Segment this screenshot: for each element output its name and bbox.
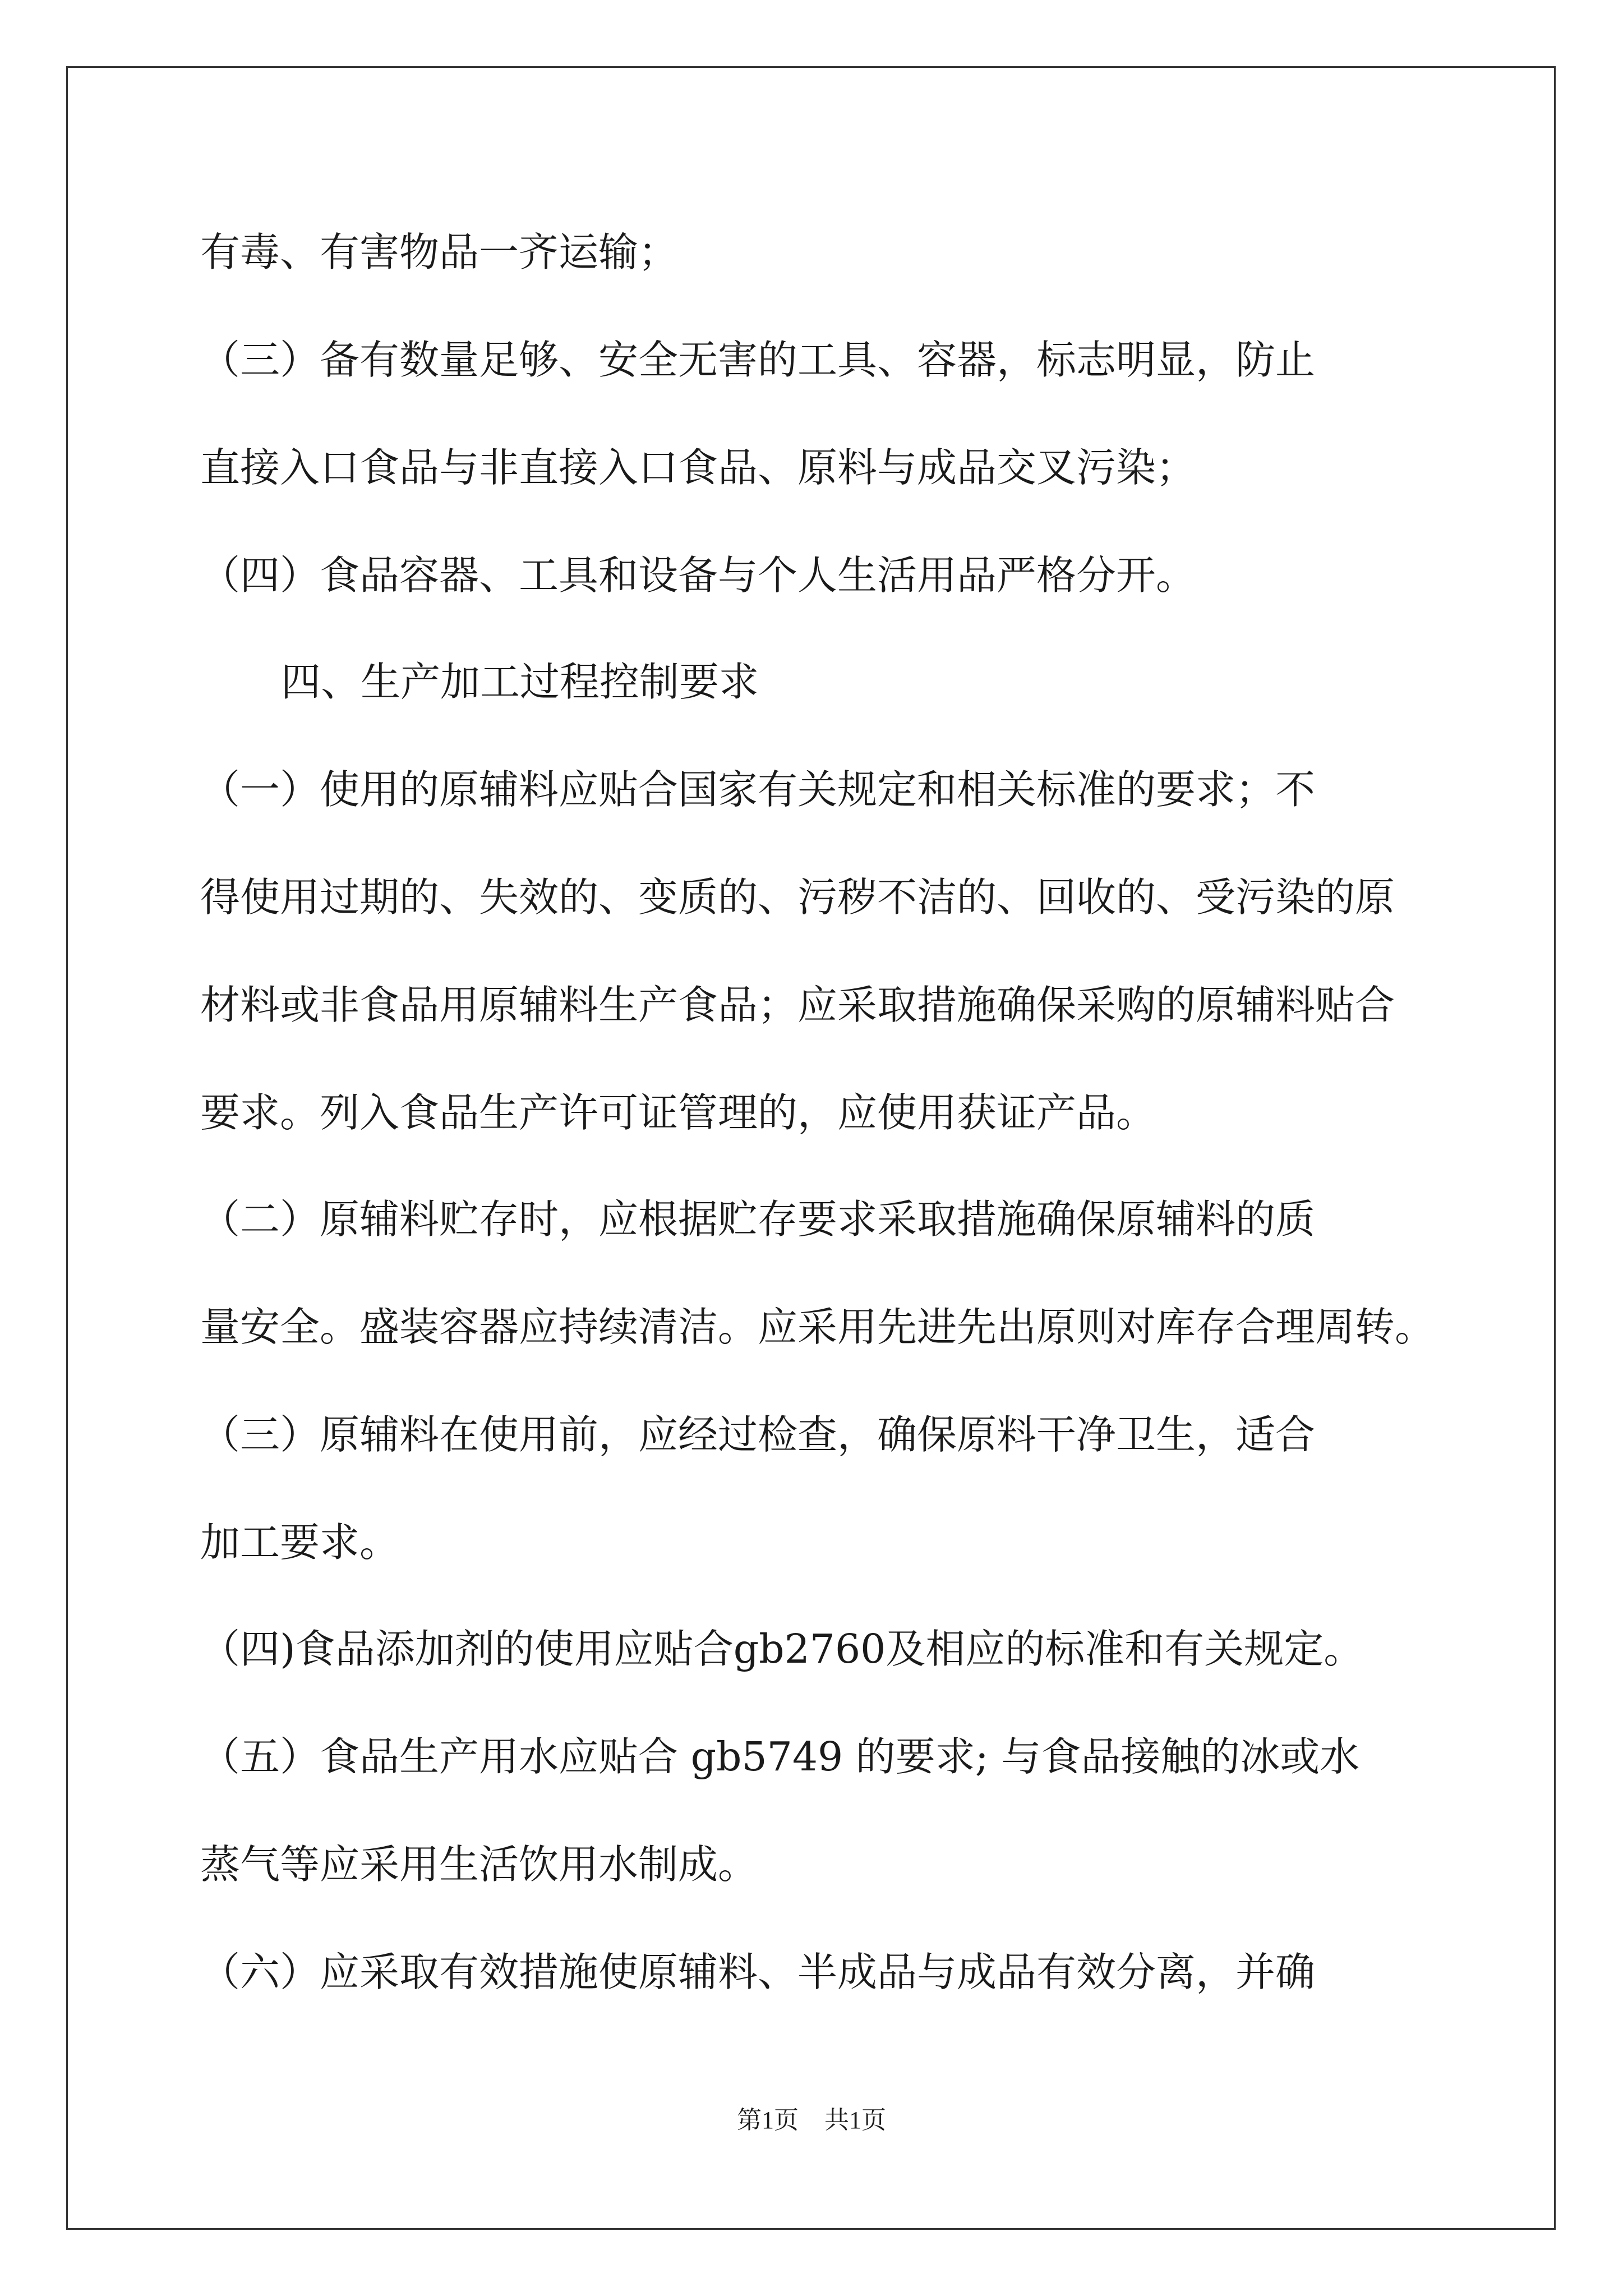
text-line: （三）备有数量足够、安全无害的工具、容器，标志明显，防止 [200,337,1316,383]
text-line: （三）原辅料在使用前，应经过检查，确保原料干净卫生，适合 [200,1411,1316,1458]
text-line: 材料或非食品用原辅料生产食品；应采取措施确保采购的原辅料贴合 [200,982,1395,1028]
text-line: （六）应采取有效措施使原辅料、半成品与成品有效分离，并确 [200,1949,1316,1995]
section-heading: 四、生产加工过程控制要求 [281,659,759,705]
page-total: 共1页 [824,2106,886,2134]
text-line: 蒸气等应采用生活饮用水制成。 [200,1841,758,1888]
text-line: 要求。列入食品生产许可证管理的，应使用获证产品。 [200,1089,1156,1136]
page-number: 第1页 [737,2106,799,2134]
text-line: 量安全。盛装容器应持续清洁。应采用先进先出原则对库存合理周转。 [200,1304,1435,1350]
text-line: （二）原辅料贮存时，应根据贮存要求采取措施确保原辅料的质 [200,1196,1316,1243]
text-line: 加工要求。 [200,1519,400,1566]
text-line: （四）食品容器、工具和设备与个人生活用品严格分开。 [200,552,1196,599]
text-line: （一）使用的原辅料应贴合国家有关规定和相关标准的要求；不 [200,766,1316,813]
page-border [66,66,1556,2230]
text-line: （五）食品生产用水应贴合 gb5749 的要求; 与食品接触的冰或水 [200,1733,1360,1780]
page-footer [0,2104,1623,2137]
text-line: （四)食品添加剂的使用应贴合gb2760及相应的标准和有关规定。 [200,1626,1364,1672]
text-line: 有毒、有害物品一齐运输； [200,229,679,275]
text-line: 得使用过期的、失效的、变质的、污秽不洁的、回收的、受污染的原 [200,874,1395,921]
text-line: 直接入口食品与非直接入口食品、原料与成品交叉污染； [200,444,1196,491]
